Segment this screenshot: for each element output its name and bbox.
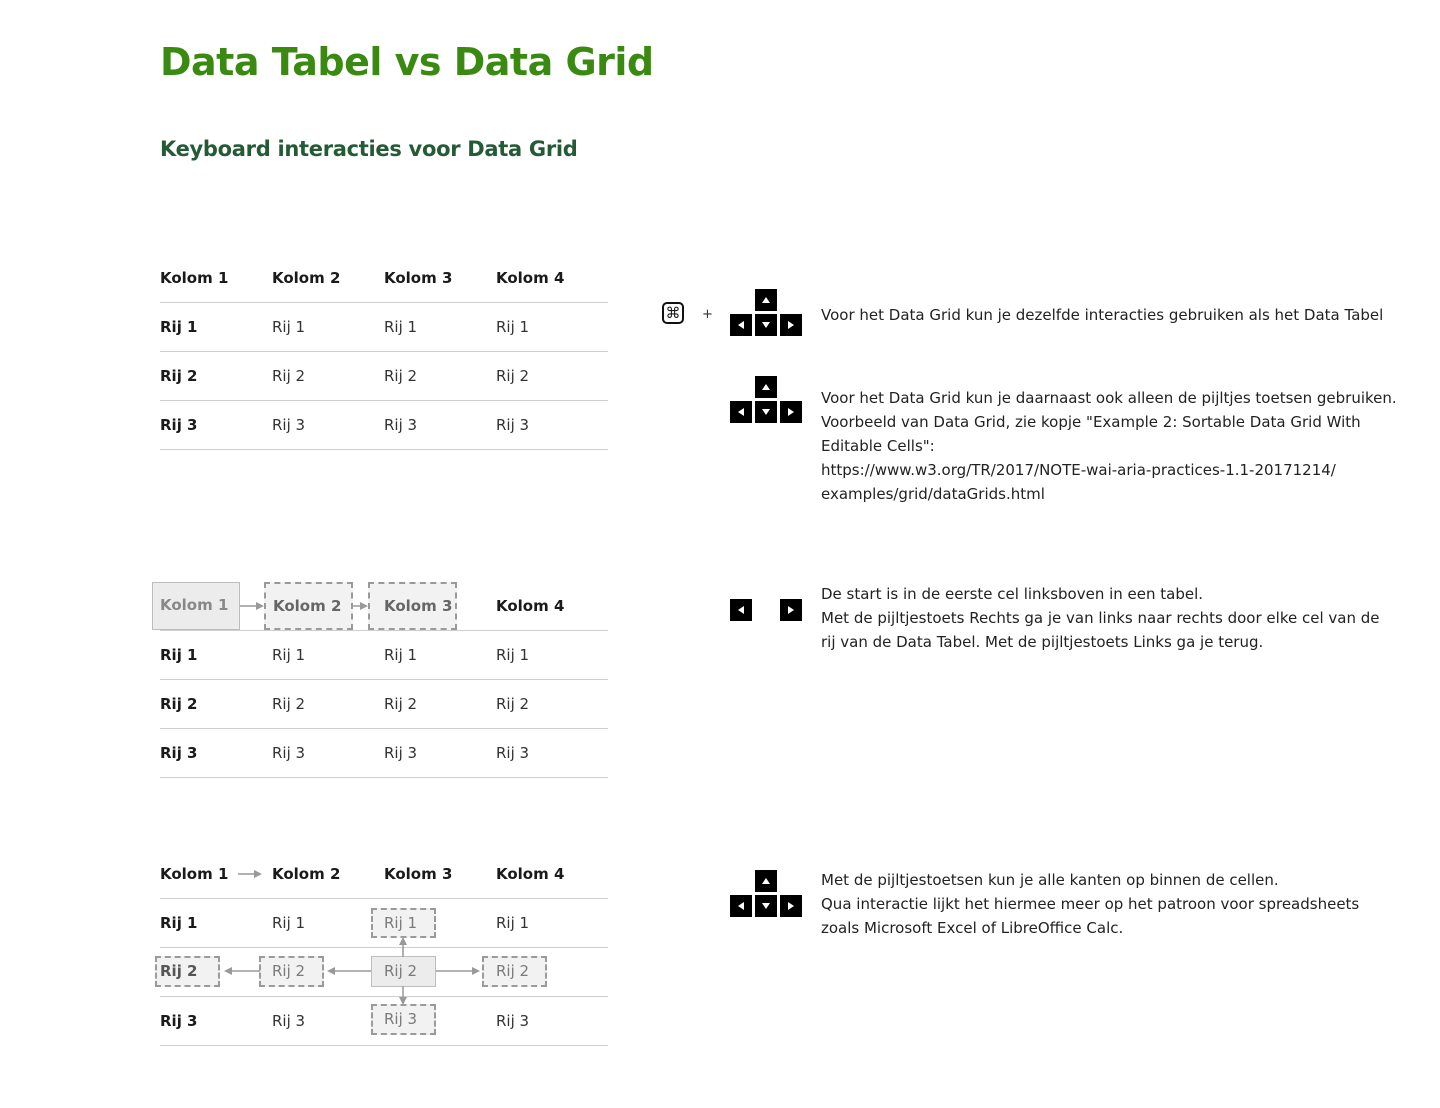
description-line: Voor het Data Grid kun je daarnaast ook alleen de pijltjes toetsen gebruiken. xyxy=(821,389,1397,407)
description-line: Voorbeeld van Data Grid, zie kopje "Example 2: Sortable Data Grid With xyxy=(821,413,1361,431)
target-cell-right xyxy=(482,956,547,987)
row-header: Rij 2 xyxy=(160,695,198,713)
description-3 xyxy=(821,582,1379,654)
row-header: Rij 1 xyxy=(160,914,198,932)
description-line: zoals Microsoft Excel of LibreOffice Calc. xyxy=(821,919,1124,937)
description-1 xyxy=(821,303,1383,327)
table-cell: Rij 2 xyxy=(272,367,306,385)
arrow-right-icon xyxy=(436,965,482,977)
arrow-left-icon xyxy=(222,965,260,977)
next-cell-kolom-3 xyxy=(368,582,457,630)
description-line: Qua interactie lijkt het hiermee meer op het patroon voor spreadsheets xyxy=(821,895,1360,913)
cell-label: Rij 1 xyxy=(384,914,418,932)
cell-label: Rij 2 xyxy=(496,962,530,980)
arrow-right-key-icon xyxy=(780,599,802,621)
arrow-left-key-icon xyxy=(730,599,752,621)
header-cell: Kolom 2 xyxy=(272,865,341,883)
table-cell: Rij 2 xyxy=(384,695,418,713)
header-cell: Kolom 1 xyxy=(160,269,229,287)
table-cell: Rij 2 xyxy=(496,695,530,713)
table-cell: Rij 1 xyxy=(384,318,418,336)
description-line: rij van de Data Tabel. Met de pijltjestoets Links ga je terug. xyxy=(821,633,1264,651)
table-cell: Rij 3 xyxy=(384,744,418,762)
target-cell-left xyxy=(259,956,324,987)
w3-link-continued[interactable]: examples/grid/dataGrids.html xyxy=(821,485,1045,503)
table-cell: Rij 3 xyxy=(272,1012,306,1030)
arrow-left-key-icon xyxy=(730,401,752,423)
table-header-row xyxy=(160,254,608,303)
target-cell-up xyxy=(371,908,436,938)
arrow-up-key-icon xyxy=(755,289,777,311)
command-key-icon: ⌘ xyxy=(662,302,684,324)
header-cell: Kolom 4 xyxy=(496,269,565,287)
table-cell: Rij 1 xyxy=(384,646,418,664)
table-cell: Rij 3 xyxy=(384,416,418,434)
target-cell-down xyxy=(371,1004,436,1035)
table-cell: Rij 3 xyxy=(496,744,530,762)
target-cell-far-left xyxy=(155,956,220,987)
arrow-right-icon xyxy=(240,600,266,612)
row-header: Rij 3 xyxy=(160,744,198,762)
table-cell: Rij 1 xyxy=(272,318,306,336)
w3-link[interactable]: https://www.w3.org/TR/2017/NOTE-wai-aria-practices-1.1-20171214/ xyxy=(821,461,1336,479)
table-row xyxy=(160,631,608,680)
table-cell: Rij 3 xyxy=(496,416,530,434)
data-table-1 xyxy=(160,254,608,450)
table-cell: Rij 1 xyxy=(496,914,530,932)
focused-cell xyxy=(371,956,436,987)
table-row xyxy=(160,401,608,450)
arrow-up-key-icon xyxy=(755,376,777,398)
page-title: Data Tabel vs Data Grid xyxy=(160,40,654,84)
focused-cell-kolom-1 xyxy=(152,582,240,630)
next-cell-kolom-2 xyxy=(264,582,353,630)
arrow-right-icon xyxy=(238,868,264,880)
plus-sign: + xyxy=(702,307,713,322)
header-cell: Kolom 4 xyxy=(496,865,565,883)
cell-label: Rij 2 xyxy=(384,962,418,980)
arrow-down-icon xyxy=(397,986,409,1006)
table-cell: Rij 2 xyxy=(496,367,530,385)
table-cell: Rij 3 xyxy=(272,416,306,434)
row-header: Rij 1 xyxy=(160,318,198,336)
arrow-right-key-icon xyxy=(780,895,802,917)
table-row xyxy=(160,352,608,401)
description-line: Met de pijltjestoetsen kun je alle kanten op binnen de cellen. xyxy=(821,871,1279,889)
header-cell: Kolom 2 xyxy=(272,269,341,287)
description-line: Met de pijltjestoets Rechts ga je van links naar rechts door elke cel van de xyxy=(821,609,1380,627)
cell-label: Kolom 2 xyxy=(273,597,342,615)
arrow-left-key-icon xyxy=(730,314,752,336)
arrow-right-icon xyxy=(353,600,369,612)
row-header: Rij 3 xyxy=(160,416,198,434)
description-2 xyxy=(821,386,1397,506)
row-header: Rij 3 xyxy=(160,1012,198,1030)
table-row xyxy=(160,680,608,729)
table-cell: Rij 2 xyxy=(384,367,418,385)
description-line: Voor het Data Grid kun je dezelfde interacties gebruiken als het Data Tabel xyxy=(821,306,1384,324)
row-header: Rij 1 xyxy=(160,646,198,664)
cell-label: Rij 2 xyxy=(160,962,198,980)
arrow-right-key-icon xyxy=(780,401,802,423)
cell-label: Kolom 1 xyxy=(160,596,229,614)
table-row xyxy=(160,729,608,778)
header-cell: Kolom 3 xyxy=(384,865,453,883)
header-cell: Kolom 1 xyxy=(160,865,229,883)
arrow-down-key-icon xyxy=(755,895,777,917)
table-cell: Rij 3 xyxy=(272,744,306,762)
header-cell: Kolom 3 xyxy=(384,269,453,287)
page-subtitle: Keyboard interacties voor Data Grid xyxy=(160,137,578,161)
cell-label: Kolom 3 xyxy=(384,597,453,615)
description-4 xyxy=(821,868,1359,940)
arrow-left-key-icon xyxy=(730,895,752,917)
table-row xyxy=(160,303,608,352)
table-cell: Rij 1 xyxy=(496,318,530,336)
table-header-row xyxy=(160,850,608,899)
description-line: Editable Cells": xyxy=(821,437,935,455)
table-cell: Rij 1 xyxy=(496,646,530,664)
header-cell: Kolom 4 xyxy=(496,597,565,615)
arrow-up-key-icon xyxy=(755,870,777,892)
arrow-up-icon xyxy=(397,937,409,957)
cell-label: Rij 2 xyxy=(272,962,306,980)
arrow-down-key-icon xyxy=(755,401,777,423)
table-cell: Rij 1 xyxy=(272,914,306,932)
table-cell: Rij 1 xyxy=(272,646,306,664)
arrow-left-icon xyxy=(325,965,371,977)
description-line: De start is in de eerste cel linksboven in een tabel. xyxy=(821,585,1204,603)
arrow-down-key-icon xyxy=(755,314,777,336)
cell-label: Rij 3 xyxy=(384,1010,418,1028)
arrow-right-key-icon xyxy=(780,314,802,336)
table-cell: Rij 2 xyxy=(272,695,306,713)
table-cell: Rij 3 xyxy=(496,1012,530,1030)
row-header: Rij 2 xyxy=(160,367,198,385)
